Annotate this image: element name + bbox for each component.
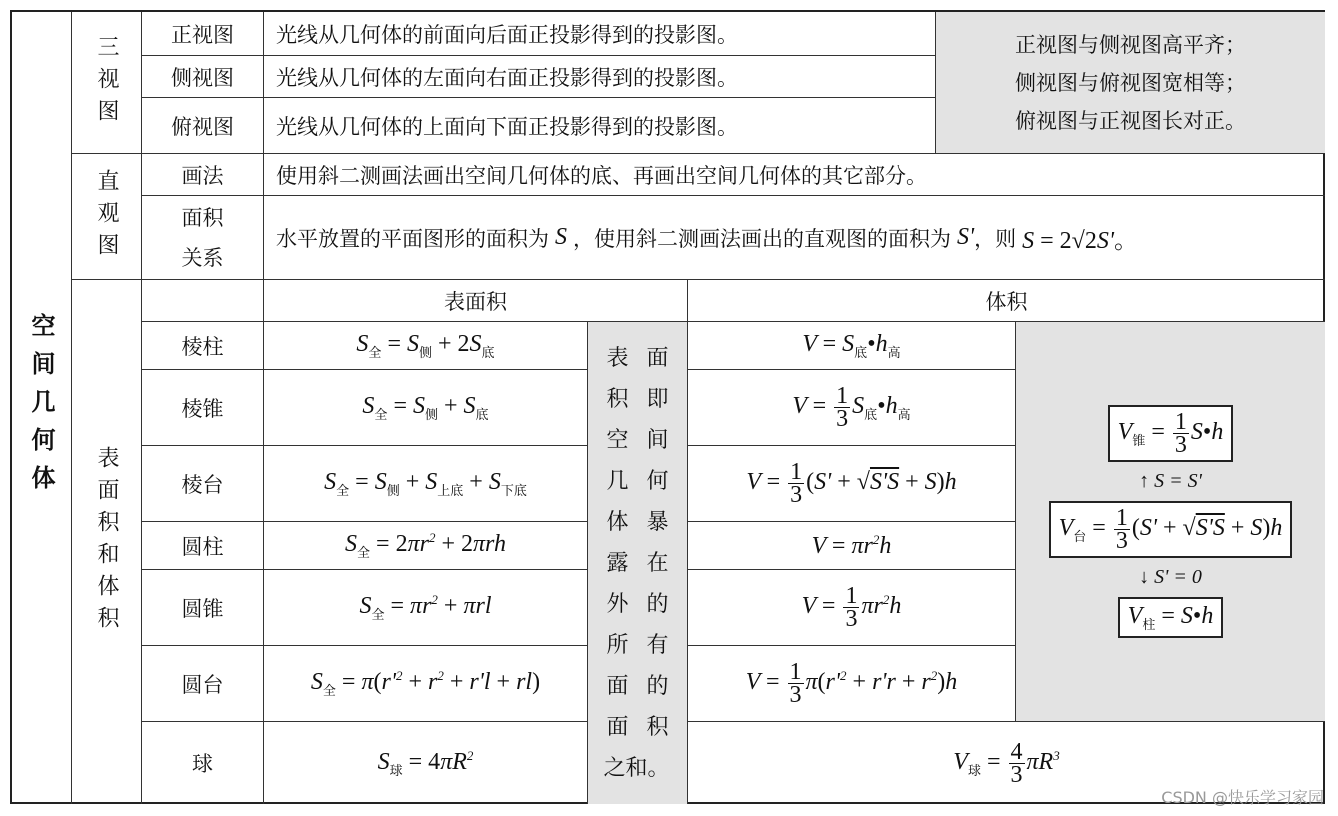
note-char: 露 bbox=[606, 550, 629, 576]
solid-pyramid bbox=[142, 370, 264, 446]
front-view-desc bbox=[264, 12, 936, 56]
area-text-c: ，则 bbox=[974, 226, 1017, 251]
volume-sphere: $V_球$ = $\frac{4}{3}$ $\pi R^3$ bbox=[953, 738, 1060, 788]
method-desc bbox=[264, 154, 1325, 196]
note-char: 外 bbox=[606, 591, 629, 617]
three-view-rules bbox=[936, 12, 1325, 154]
relation-down: ↓ S' = 0 bbox=[1139, 565, 1202, 588]
header-blank bbox=[142, 280, 264, 322]
volume-truncated-cone: V = $\frac{1}{3}$ $\pi(r'^2 + r'r + r^2)h$ bbox=[688, 646, 1016, 722]
area-label: 面积关系 bbox=[181, 205, 224, 270]
area-desc bbox=[264, 196, 1325, 280]
solid-truncated-cone bbox=[142, 646, 264, 722]
front-view-name bbox=[142, 12, 264, 56]
header-surface bbox=[264, 280, 688, 322]
method-text: 使用斜二测画法画出空间几何体的底、再画出空间几何体的其它部分。 bbox=[276, 163, 927, 188]
note-char: 暴 bbox=[646, 509, 669, 535]
volume-relations bbox=[1016, 322, 1325, 722]
rule-height: 正视图与侧视图高平齐； bbox=[1015, 32, 1246, 57]
surface-sphere: $S_球 = 4\pi R^2$ bbox=[264, 722, 588, 804]
note-char: 积 bbox=[606, 386, 629, 412]
arrow-up-icon: ↑ bbox=[1139, 469, 1150, 492]
prism-volume-box: $V_柱$ = S•h bbox=[1118, 597, 1224, 639]
solid-truncated-cone-label: 圆台 bbox=[181, 672, 224, 697]
area-text-b: ，使用斜二测画法画出的直观图的面积为 bbox=[573, 226, 951, 251]
frustum-volume-box: $V_台$ = $\frac{1}{3}$ (S' + √S'S + S)h bbox=[1049, 501, 1293, 558]
volume-prism: $V = S_底•h_高$ bbox=[688, 322, 1016, 370]
note-char: 的 bbox=[646, 673, 669, 699]
area-relation-formula: S = 2√2S'。 bbox=[1016, 228, 1138, 254]
watermark: CSDN @快乐学习家园 bbox=[1161, 788, 1324, 807]
arrow-down-icon: ↓ bbox=[1139, 565, 1150, 588]
intuitive-group-cell bbox=[72, 154, 142, 280]
note-char: 何 bbox=[646, 468, 669, 494]
note-char: 积 bbox=[646, 714, 669, 740]
rule-length: 俯视图与正视图长对正。 bbox=[1015, 108, 1246, 133]
note-char: 即 bbox=[646, 386, 669, 412]
volume-pyramid: V = $\frac{1}{3}$ $S_底•h_高$ bbox=[688, 370, 1016, 446]
solid-cylinder bbox=[142, 522, 264, 570]
note-char: 间 bbox=[646, 427, 669, 453]
side-view-name bbox=[142, 56, 264, 98]
side-view-desc bbox=[264, 56, 936, 98]
solid-cone bbox=[142, 570, 264, 646]
area-symbol-s: S bbox=[549, 224, 573, 250]
front-view-label: 正视图 bbox=[171, 22, 234, 47]
area-text-a: 水平放置的平面图形的面积为 bbox=[276, 226, 549, 251]
side-view-label: 侧视图 bbox=[171, 65, 234, 90]
surface-prism: $S_全 = S_侧 + 2S_底$ bbox=[264, 322, 588, 370]
volume-cone: V = $\frac{1}{3}$ $\pi r^2h$ bbox=[688, 570, 1016, 646]
top-view-text: 光线从几何体的上面向下面正投影得到的投影图。 bbox=[276, 114, 738, 139]
header-surface-label: 表面积 bbox=[444, 289, 507, 314]
solid-frustum bbox=[142, 446, 264, 522]
surface-note-end: 之和。 bbox=[603, 755, 670, 781]
note-char: 面 bbox=[606, 673, 629, 699]
top-view-name bbox=[142, 98, 264, 154]
three-view-group-cell bbox=[72, 12, 142, 154]
main-label: 空间几何体 bbox=[27, 313, 55, 503]
surface-volume-group-label: 表面积和体积 bbox=[94, 446, 119, 638]
surface-pyramid: $S_全 = S_侧 + S_底$ bbox=[264, 370, 588, 446]
surface-note-chars bbox=[606, 338, 668, 748]
note-char: 在 bbox=[646, 550, 669, 576]
note-char: 体 bbox=[606, 509, 629, 535]
note-char: 几 bbox=[606, 468, 629, 494]
area-symbol-s-prime: S' bbox=[951, 224, 975, 250]
main-label-cell bbox=[12, 12, 72, 804]
rule-width: 侧视图与俯视图宽相等； bbox=[1015, 70, 1246, 95]
three-view-group-label: 三视图 bbox=[94, 34, 119, 131]
note-char: 表 bbox=[606, 345, 629, 371]
formula-table bbox=[10, 10, 1325, 804]
solid-sphere-label: 球 bbox=[192, 752, 213, 776]
solid-prism-label: 棱柱 bbox=[181, 334, 224, 359]
method-name bbox=[142, 154, 264, 196]
note-char: 有 bbox=[646, 632, 669, 658]
front-view-text: 光线从几何体的前面向后面正投影得到的投影图。 bbox=[276, 22, 738, 47]
relation-up: ↑ S = S' bbox=[1139, 469, 1202, 492]
solid-cone-label: 圆锥 bbox=[181, 596, 224, 621]
note-char: 面 bbox=[606, 714, 629, 740]
surface-cone: $S_全 = \pi r^2 + \pi rl$ bbox=[264, 570, 588, 646]
note-char: 空 bbox=[606, 427, 629, 453]
top-view-label: 俯视图 bbox=[171, 114, 234, 139]
volume-cylinder: $V = \pi r^2h$ bbox=[688, 522, 1016, 570]
method-label: 画法 bbox=[181, 163, 224, 188]
side-view-text: 光线从几何体的左面向右面正投影得到的投影图。 bbox=[276, 65, 738, 90]
surface-truncated-cone: $S_全 = \pi(r'^2 + r^2 + r'l + rl)$ bbox=[264, 646, 588, 722]
surface-cylinder: $S_全 = 2\pi r^2 + 2\pi rh$ bbox=[264, 522, 588, 570]
solid-prism bbox=[142, 322, 264, 370]
header-volume bbox=[688, 280, 1325, 322]
surface-volume-group-cell bbox=[72, 280, 142, 804]
note-char: 所 bbox=[606, 632, 629, 658]
area-name bbox=[142, 196, 264, 280]
header-volume-label: 体积 bbox=[985, 289, 1028, 314]
solid-sphere bbox=[142, 722, 264, 804]
pyramid-volume-box: $V_锥$ = $\frac{1}{3}$ S•h bbox=[1108, 405, 1234, 462]
note-char: 面 bbox=[646, 345, 669, 371]
intuitive-group-label: 直观图 bbox=[94, 168, 119, 265]
top-view-desc bbox=[264, 98, 936, 154]
surface-note bbox=[588, 322, 688, 804]
solid-frustum-label: 棱台 bbox=[181, 472, 224, 497]
solid-pyramid-label: 棱锥 bbox=[181, 396, 224, 421]
volume-frustum: V = $\frac{1}{3}$ (S' + √S'S + S)h bbox=[688, 446, 1016, 522]
solid-cylinder-label: 圆柱 bbox=[181, 534, 224, 559]
surface-frustum: $S_全 = S_侧 + S_{上底} + S_{下底}$ bbox=[264, 446, 588, 522]
note-char: 的 bbox=[646, 591, 669, 617]
